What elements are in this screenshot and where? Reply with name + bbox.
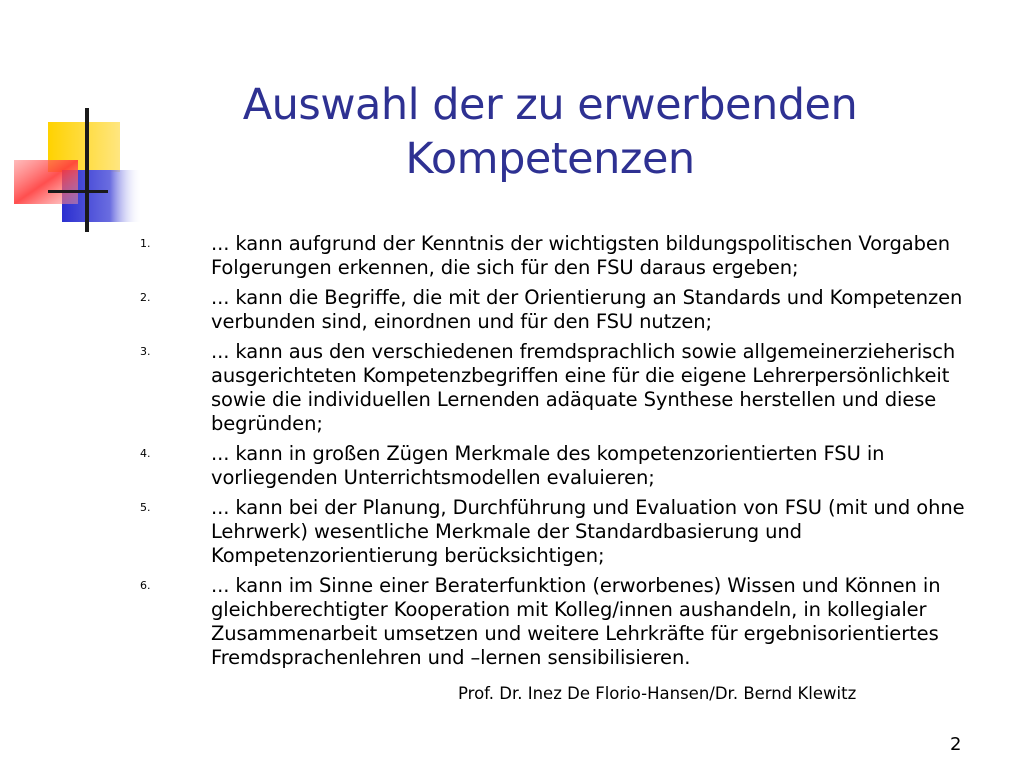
list-item-number: 3. <box>140 345 151 358</box>
list-item <box>0 340 1024 436</box>
color-blocks-icon <box>0 0 160 240</box>
list-item-number: 1. <box>140 237 151 250</box>
list-item-number: 4. <box>140 447 151 460</box>
page-number: 2 <box>950 734 962 755</box>
list-item-text: ... kann aus den verschiedenen fremdsprachlich sowie allgemeinerzieherisch ausgerichteten Kompetenzbegriffen eine für die eigene Lehrerpersönlichkeit sowie die individuellen Lernenden adäquate Synthese herstellen und diese begründen; <box>211 340 956 435</box>
list-item <box>0 496 1024 568</box>
list-item-text: ... kann aufgrund der Kenntnis der wichtigsten bildungspolitischen Vorgaben Folgerungen erkennen, die sich für den FSU daraus ergeben; <box>211 232 951 279</box>
list-item-number: 6. <box>140 579 151 592</box>
list-item <box>0 286 1024 334</box>
list-item-text: ... kann bei der Planung, Durchführung und Evaluation von FSU (mit und ohne Lehrwerk) wesentliche Merkmale der Standardbasierung und Kompetenzorientierung berücksichtigen; <box>211 496 965 567</box>
list-item-number: 2. <box>140 291 151 304</box>
author-credit: Prof. Dr. Inez De Florio-Hansen/Dr. Bernd Klewitz <box>458 684 857 703</box>
slide-title: Auswahl der zu erwerbenden Kompetenzen <box>242 80 858 184</box>
list-item-text: ... kann die Begriffe, die mit der Orientierung an Standards und Kompetenzen verbunden sind, einordnen und für den FSU nutzen; <box>211 286 963 333</box>
competency-list <box>0 232 1024 676</box>
list-item <box>0 232 1024 280</box>
list-item-text: ... kann in großen Zügen Merkmale des kompetenzorientierten FSU in vorliegenden Unterrichtsmodellen evaluieren; <box>211 442 885 489</box>
list-item-number: 5. <box>140 501 151 514</box>
slide-logo-decoration <box>0 0 160 240</box>
list-item <box>0 442 1024 490</box>
list-item <box>0 574 1024 670</box>
list-item-text: ... kann im Sinne einer Beraterfunktion (erworbenes) Wissen und Können in gleichberechtigter Kooperation mit Kolleg/innen aushandeln, in kollegialer Zusammenarbeit umsetzen und weitere Lehrkräfte für ergebnisorientiertes Fremdsprachenlehren und –lernen sensibilisieren. <box>211 574 941 669</box>
